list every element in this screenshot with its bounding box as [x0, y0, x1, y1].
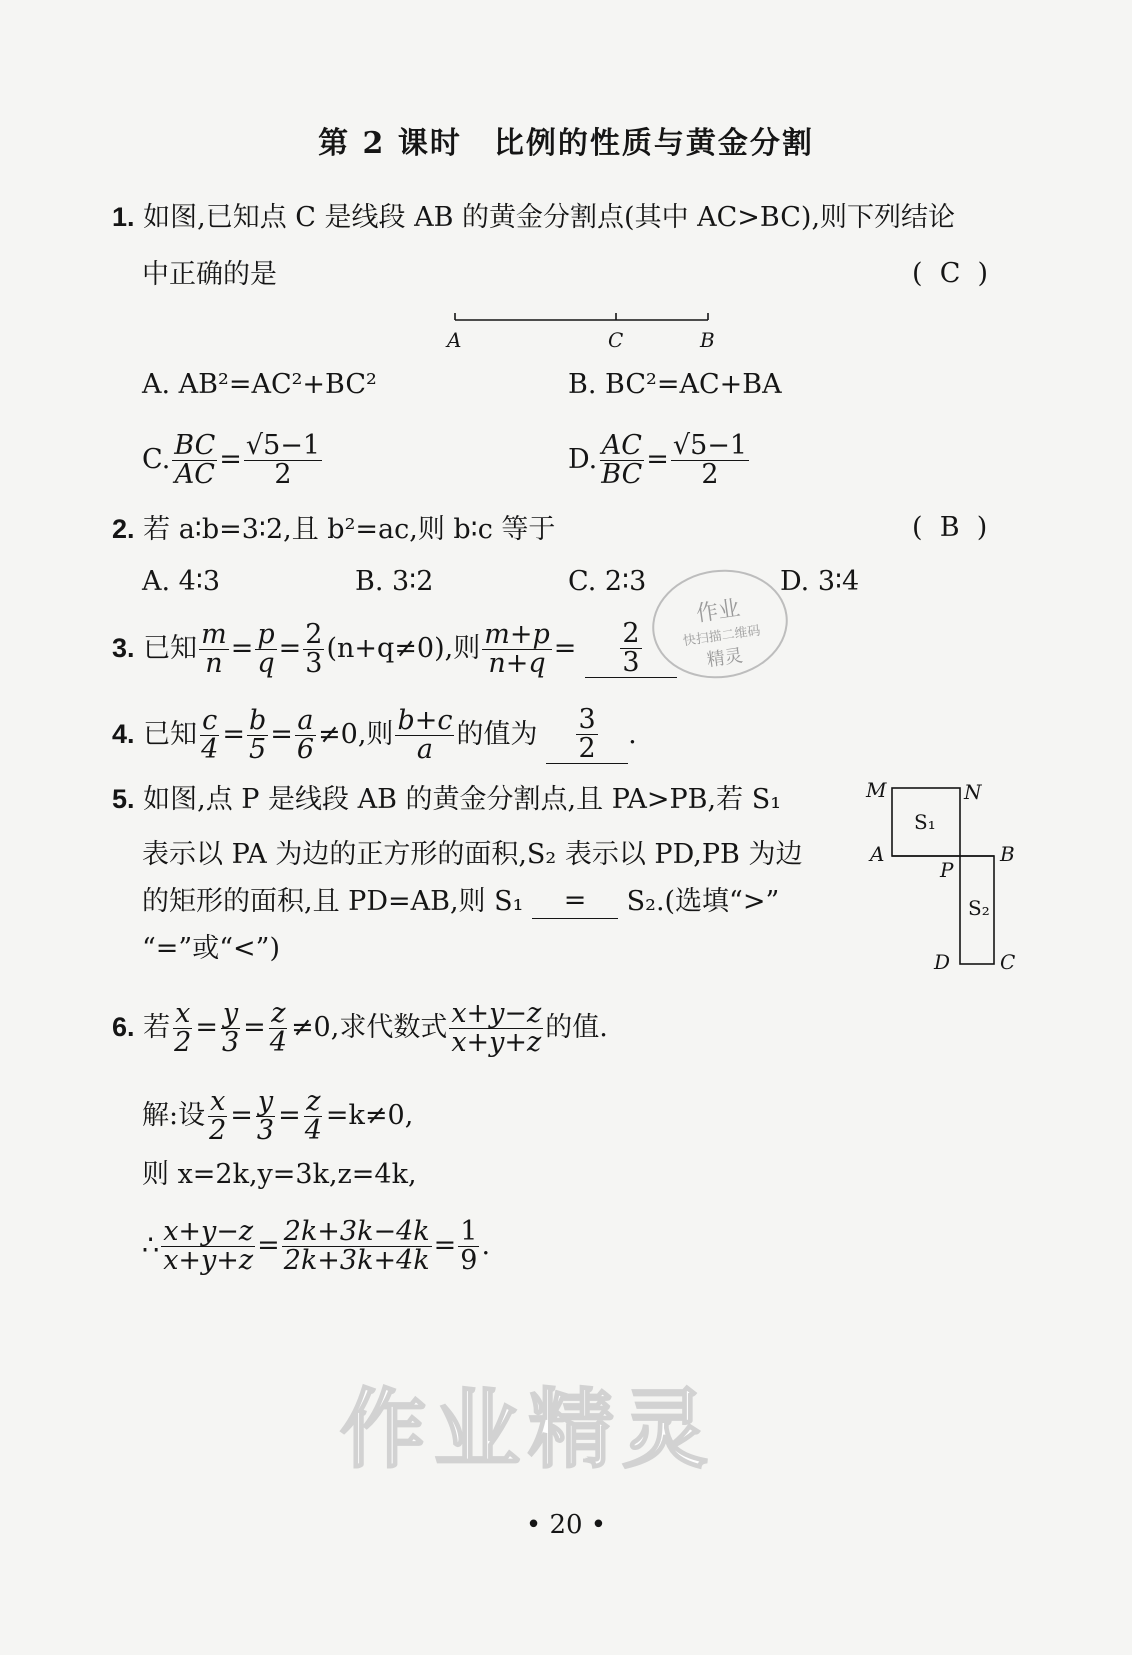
- q5-line1-text: 如图,点 P 是线段 AB 的黄金分割点,且 PA>PB,若 S₁: [143, 784, 782, 815]
- q1-segment-figure: [440, 305, 720, 355]
- q1-number: 1.: [112, 202, 135, 232]
- q1-option-d-prefix: D.: [568, 444, 598, 475]
- q6-number: 6.: [112, 1012, 135, 1042]
- q1-option-d: D. $\frac{AC}{BC}$ = $\frac{√5-1}{2}$: [568, 430, 748, 490]
- q6-result-den: 9: [460, 1245, 478, 1276]
- q1-option-c-rhs-num: √5−1: [245, 430, 321, 461]
- q6-sol3-end: .: [481, 1230, 491, 1261]
- q2-option-d: D. 3∶4: [780, 566, 860, 597]
- q6-prefix: 若: [143, 1012, 171, 1043]
- q5-number: 5.: [112, 784, 135, 814]
- q3-condition: (n+q≠0),则: [326, 633, 481, 664]
- q4-answer-blank: [546, 706, 628, 764]
- q5-label-p: P: [940, 858, 954, 882]
- q6-solution-line2: 则 x=2k,y=3k,z=4k,: [142, 1159, 417, 1190]
- q4-condition: ≠0,则: [318, 719, 394, 750]
- q4-prefix: 已知: [143, 719, 198, 750]
- watermark: 作业精灵: [340, 1380, 716, 1480]
- q5-label-s2: S₂: [968, 896, 990, 920]
- stamp-line3: 精灵: [705, 645, 745, 672]
- q5-line2: 表示以 PA 为边的正方形的面积,S₂ 表示以 PD,PB 为边: [142, 839, 803, 870]
- q3-answer-den: 3: [622, 647, 640, 678]
- q6-solution-line3: ∴ $\frac{x+y-z}{x+y+z}$ = $\frac{2k+3k-4k}{2k+3k+4k}$ = $\frac{1}{9}$ .: [142, 1216, 491, 1276]
- q6-therefore: ∴: [142, 1230, 160, 1261]
- stamp-line1: 作业: [694, 596, 742, 628]
- q1-answer: ( C ): [912, 258, 989, 289]
- q5-line4: “=”或“<”): [142, 933, 280, 964]
- q5-label-d: D: [934, 950, 951, 974]
- q5-label-n: N: [964, 780, 982, 804]
- q3-answer-num: 2: [622, 618, 640, 649]
- q5-label-c: C: [1000, 950, 1016, 974]
- q2-option-a: A. 4∶3: [142, 566, 221, 597]
- q1-option-c-rhs: [244, 432, 322, 489]
- q6-sol3-num: 2k+3k−4k: [283, 1216, 430, 1247]
- q2-stem-text: 若 a∶b=3∶2,且 b²=ac,则 b∶c 等于: [143, 514, 556, 545]
- q2-number: 2.: [112, 514, 135, 544]
- q1-option-a: A. AB²=AC²+BC²: [142, 369, 377, 400]
- q5-line3: [142, 884, 779, 919]
- q6-stem: 6. 若 $\frac{x}{2}$ = $\frac{y}{3}$ = $\frac{z}{4}$ ≠0,求代数式 $\frac{x+y-z}{x+y+z}$ 的值.: [112, 998, 608, 1058]
- q4-suffix: 的值为: [456, 719, 538, 750]
- q5-line3-suffix: S₂.(选填“>”: [626, 886, 780, 917]
- q5-label-a: A: [870, 842, 885, 866]
- q1-answer-value: C: [939, 258, 961, 289]
- q3-number: 3.: [112, 633, 135, 663]
- q1-label-a: A: [447, 328, 462, 352]
- q6-middle: ≠0,求代数式: [290, 1012, 448, 1043]
- q3-prefix: 已知: [143, 633, 198, 664]
- q1-option-c-rhs-den: 2: [274, 459, 292, 490]
- q1-option-c-den: AC: [174, 459, 215, 490]
- q3-stem: 3. 已知 $\frac{m}{n}$ = $\frac{p}{q}$ = $\frac{2}{3}$ (n+q≠0),则 $\frac{m+p}{n+q}$ = $\frac{2}{3}$: [112, 620, 677, 678]
- q6-suffix: 的值.: [545, 1012, 608, 1043]
- q5-label-b: B: [1000, 842, 1015, 866]
- q1-option-b: B. BC²=AC+BA: [568, 369, 782, 400]
- q6-solution-prefix: 解:设: [142, 1100, 206, 1131]
- q6-sol3-den: 2k+3k+4k: [283, 1245, 430, 1276]
- q5-label-m: M: [866, 778, 887, 802]
- q6-solution-line1: 解:设 $\frac{x}{2}$ = $\frac{y}{3}$ = $\frac{z}{4}$ =k≠0,: [142, 1086, 414, 1146]
- page-title: 第 2 课时 比例的性质与黄金分割: [318, 126, 814, 161]
- q1-stem-line2: 中正确的是: [142, 259, 277, 290]
- q1-option-d-rhs-den: 2: [701, 459, 719, 490]
- q1-option-d-den: BC: [601, 459, 643, 490]
- q1-stem: 如图,已知点 C 是线段 AB 的黄金分割点(其中 AC>BC),则下列结论: [143, 202, 956, 233]
- q4-answer-num: 3: [578, 704, 596, 735]
- q2-option-c: C. 2∶3: [568, 566, 647, 597]
- q1-option-c-lhs: [172, 432, 217, 489]
- q1-option-d-lhs: [599, 432, 644, 489]
- q3-answer-blank: [585, 620, 677, 678]
- q1-stem-line1: [112, 200, 955, 235]
- q5-answer-blank: =: [532, 884, 618, 919]
- q1-label-b: B: [700, 328, 715, 352]
- q2-answer: ( B ): [912, 512, 988, 543]
- q4-answer-den: 2: [578, 733, 596, 764]
- q1-option-c-prefix: C.: [142, 444, 171, 475]
- q6-solution-line1-suffix: =k≠0,: [325, 1100, 414, 1131]
- q2-stem: [112, 512, 555, 547]
- q2-option-b: B. 3∶2: [355, 566, 434, 597]
- q5-line3-text: 的矩形的面积,且 PD=AB,则 S₁: [142, 886, 524, 917]
- q4-stem: 4. 已知 $\frac{c}{4}$ = $\frac{b}{5}$ = $\frac{a}{6}$ ≠0,则 $\frac{b+c}{a}$ 的值为 $\frac{3}{2}$ .: [112, 704, 637, 765]
- q1-option-d-rhs-num: √5−1: [672, 430, 748, 461]
- q1-option-c: C. $\frac{BC}{AC}$ = $\frac{√5-1}{2}$: [142, 430, 321, 490]
- q1-option-d-num: AC: [601, 430, 642, 461]
- q5-line1: [112, 782, 781, 817]
- q4-number: 4.: [112, 719, 135, 749]
- page-number: • 20 •: [525, 1510, 607, 1540]
- q1-option-d-rhs: [671, 432, 749, 489]
- stamp-line2: 快扫描二维码: [682, 623, 762, 650]
- q6-result-num: 1: [460, 1216, 478, 1247]
- q5-label-s1: S₁: [914, 810, 936, 834]
- q1-label-c: C: [608, 328, 624, 352]
- q2-answer-value: B: [939, 512, 960, 543]
- q1-option-c-num: BC: [174, 430, 216, 461]
